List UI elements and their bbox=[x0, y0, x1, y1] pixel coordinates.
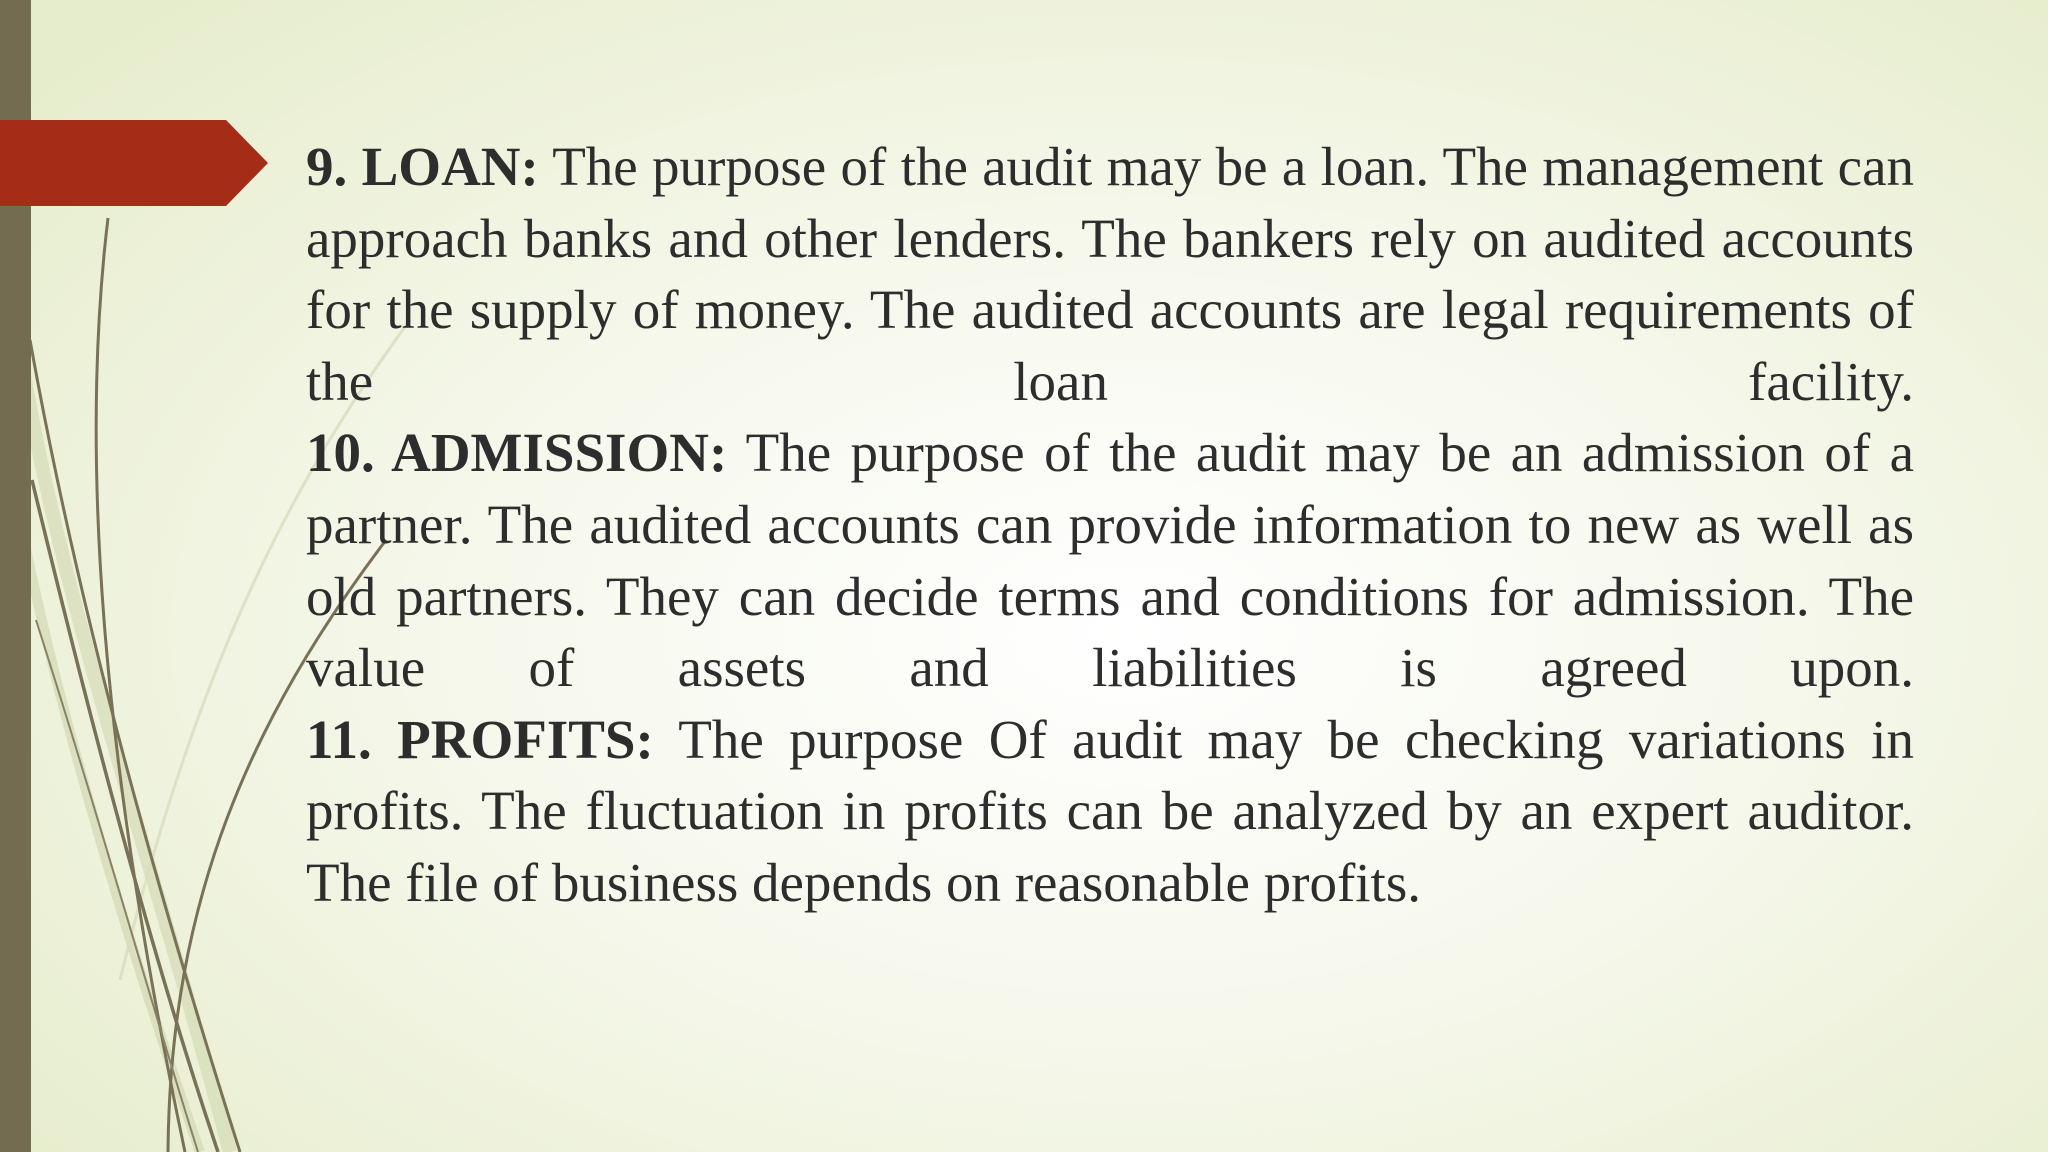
heading-profits: 11. PROFITS: bbox=[306, 708, 654, 770]
body-admission: The purpose of the audit may be an admission of a partner. The audited accounts can provide information to new as well as old partners. They can decide terms and conditions for admission. The value of assets and liabilities is agreed upon. bbox=[306, 422, 1914, 699]
paragraph-loan bbox=[306, 131, 1914, 417]
body-profits: The purpose Of audit may be checking variations in profits. The fluctuation in profits can be analyzed by an expert auditor. The file of business depends on reasonable profits. bbox=[306, 708, 1914, 913]
arrow-marker-icon bbox=[0, 120, 270, 206]
heading-admission: 10. ADMISSION: bbox=[306, 422, 728, 484]
heading-loan: 9. LOAN: bbox=[306, 136, 539, 197]
body-loan: The purpose of the audit may be a loan. The management can approach banks and other lenders. The bankers rely on audited accounts for the supply of money. The audited accounts are legal requirements of the loan facility. bbox=[306, 136, 1914, 412]
slide-body-text bbox=[306, 131, 1914, 919]
paragraph-profits bbox=[306, 704, 1914, 919]
paragraph-admission bbox=[306, 417, 1914, 703]
